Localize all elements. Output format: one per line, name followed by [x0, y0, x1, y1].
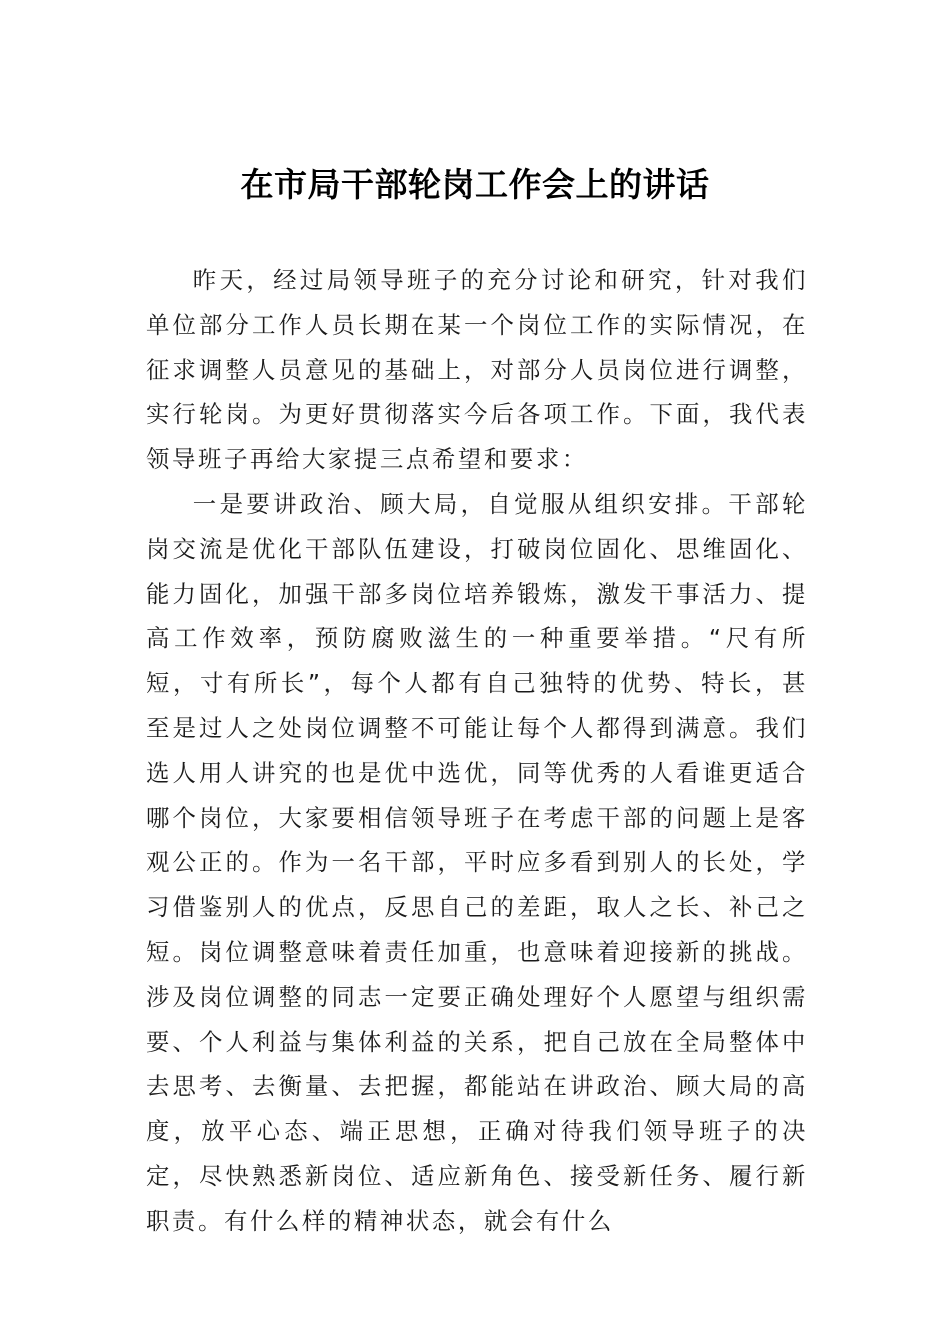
- document-title: 在市局干部轮岗工作会上的讲话: [240, 165, 710, 204]
- paragraph-intro: 昨天，经过局领导班子的充分讨论和研究，针对我们单位部分工作人员长期在某一个岗位工作的实际情况，在征求调整人员意见的基础上，对部分人员岗位进行调整，实行轮岗。为更好贯彻落实今后各项工作。下面，我代表领导班子再给大家提三点希望和要求：: [146, 266, 808, 474]
- paragraph-point-one: 一是要讲政治、顾大局，自觉服从组织安排。干部轮岗交流是优化干部队伍建设，打破岗位固化、思维固化、能力固化，加强干部多岗位培养锻炼，激发干事活力、提高工作效率，预防腐败滋生的一种重要举措。“尺有所短，寸有所长”，每个人都有自己独特的优势、特长，甚至是过人之处岗位调整不可能让每个人都得到满意。我们选人用人讲究的也是优中选优，同等优秀的人看谁更适合哪个岗位，大家要相信领导班子在考虑干部的问题上是客观公正的。作为一名干部，平时应多看到别人的长处，学习借鉴别人的优点，反思自己的差距，取人之长、补己之短。岗位调整意味着责任加重，也意味着迎接新的挑战。涉及岗位调整的同志一定要正确处理好个人愿望与组织需要、个人利益与集体利益的关系，把自己放在全局整体中去思考、去衡量、去把握，都能站在讲政治、顾大局的高度，放平心态、端正思想，正确对待我们领导班子的决定，尽快熟悉新岗位、适应新角色、接受新任务、履行新职责。有什么样的精神状态，就会有什么: [146, 489, 808, 1235]
- document-body: [146, 258, 808, 1244]
